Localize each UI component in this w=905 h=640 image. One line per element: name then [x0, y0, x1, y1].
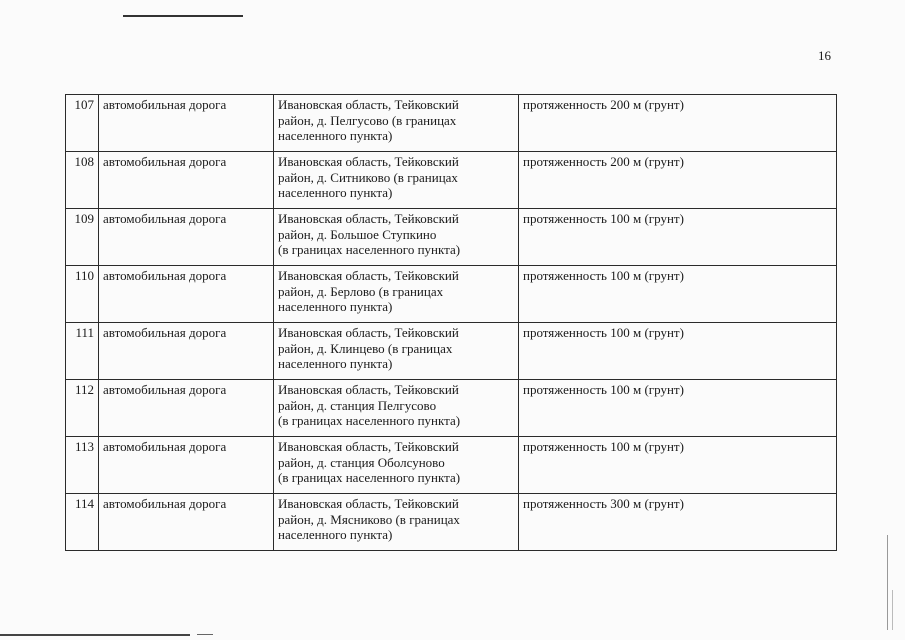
description: протяженность 100 м (грунт)	[523, 439, 684, 454]
description-cell	[519, 266, 837, 323]
location-cell	[274, 209, 519, 266]
location-line: Ивановская область, Тейковский	[278, 325, 459, 340]
row-number-cell	[66, 209, 99, 266]
description: протяженность 100 м (грунт)	[523, 211, 684, 226]
scan-edge-mark-secondary	[892, 590, 893, 630]
bottom-rule-short	[197, 634, 213, 635]
location-line: (в границах населенного пункта)	[278, 242, 461, 257]
object-type: автомобильная дорога	[103, 325, 227, 340]
row-number: 113	[74, 439, 94, 454]
description-cell	[519, 437, 837, 494]
object-type: автомобильная дорога	[103, 268, 227, 283]
location-line: (в границах населенного пункта)	[278, 413, 461, 428]
description-cell	[519, 323, 837, 380]
location-line: (в границах населенного пункта)	[278, 470, 461, 485]
description: протяженность 300 м (грунт)	[523, 496, 684, 511]
location-line: район, д. Мясниково (в границах	[278, 511, 460, 527]
location-cell	[274, 494, 519, 551]
table-row	[66, 95, 837, 152]
road-registry-table	[65, 94, 837, 551]
object-type: автомобильная дорога	[103, 382, 227, 397]
table-row	[66, 266, 837, 323]
location-line: населенного пункта)	[278, 185, 393, 200]
row-number-cell	[66, 152, 99, 209]
bottom-rule	[0, 634, 190, 636]
row-number-cell	[66, 437, 99, 494]
table-row	[66, 209, 837, 266]
description-cell	[519, 95, 837, 152]
location-line: Ивановская область, Тейковский	[278, 211, 459, 226]
location-cell	[274, 152, 519, 209]
page-number: 16	[818, 48, 831, 63]
table-row	[66, 323, 837, 380]
table-row	[66, 152, 837, 209]
object-type: автомобильная дорога	[103, 154, 227, 169]
object-type-cell	[99, 152, 274, 209]
location-line: Ивановская область, Тейковский	[278, 382, 459, 397]
location-line: населенного пункта)	[278, 356, 393, 371]
location-line: район, д. станция Оболсуново	[278, 454, 445, 470]
row-number: 111	[75, 325, 94, 340]
object-type: автомобильная дорога	[103, 496, 227, 511]
description-cell	[519, 380, 837, 437]
object-type: автомобильная дорога	[103, 211, 227, 226]
object-type-cell	[99, 323, 274, 380]
object-type-cell	[99, 209, 274, 266]
row-number: 109	[74, 211, 94, 226]
location-line: район, д. Берлово (в границах	[278, 283, 444, 299]
description: протяженность 100 м (грунт)	[523, 382, 684, 397]
row-number-cell	[66, 494, 99, 551]
row-number-cell	[66, 380, 99, 437]
location-line: Ивановская область, Тейковский	[278, 439, 459, 454]
location-cell	[274, 266, 519, 323]
description: протяженность 200 м (грунт)	[523, 97, 684, 112]
object-type: автомобильная дорога	[103, 97, 227, 112]
row-number: 112	[74, 382, 94, 397]
location-cell	[274, 380, 519, 437]
object-type-cell	[99, 494, 274, 551]
location-cell	[274, 437, 519, 494]
table-body	[66, 95, 837, 551]
table-row	[66, 494, 837, 551]
location-line: населенного пункта)	[278, 128, 393, 143]
description: протяженность 100 м (грунт)	[523, 325, 684, 340]
description: протяженность 100 м (грунт)	[523, 268, 684, 283]
description-cell	[519, 494, 837, 551]
description-cell	[519, 152, 837, 209]
location-line: Ивановская область, Тейковский	[278, 154, 459, 169]
row-number: 107	[74, 97, 94, 112]
row-number: 110	[74, 268, 94, 283]
location-cell	[274, 323, 519, 380]
location-line: район, д. Пелгусово (в границах	[278, 112, 457, 128]
row-number-cell	[66, 95, 99, 152]
location-line: населенного пункта)	[278, 299, 393, 314]
table-row	[66, 437, 837, 494]
location-line: район, д. станция Пелгусово	[278, 397, 437, 413]
row-number-cell	[66, 323, 99, 380]
scan-edge-mark	[887, 535, 888, 630]
location-line: Ивановская область, Тейковский	[278, 97, 459, 112]
location-line: населенного пункта)	[278, 527, 393, 542]
object-type-cell	[99, 266, 274, 323]
object-type-cell	[99, 380, 274, 437]
object-type: автомобильная дорога	[103, 439, 227, 454]
object-type-cell	[99, 95, 274, 152]
location-line: район, д. Ситниково (в границах	[278, 169, 458, 185]
row-number: 114	[74, 496, 94, 511]
top-rule	[123, 15, 243, 17]
location-cell	[274, 95, 519, 152]
table-row	[66, 380, 837, 437]
object-type-cell	[99, 437, 274, 494]
location-line: Ивановская область, Тейковский	[278, 268, 459, 283]
description-cell	[519, 209, 837, 266]
location-line: район, д. Клинцево (в границах	[278, 340, 453, 356]
description: протяженность 200 м (грунт)	[523, 154, 684, 169]
row-number-cell	[66, 266, 99, 323]
location-line: Ивановская область, Тейковский	[278, 496, 459, 511]
row-number: 108	[74, 154, 94, 169]
location-line: район, д. Большое Ступкино	[278, 226, 437, 242]
